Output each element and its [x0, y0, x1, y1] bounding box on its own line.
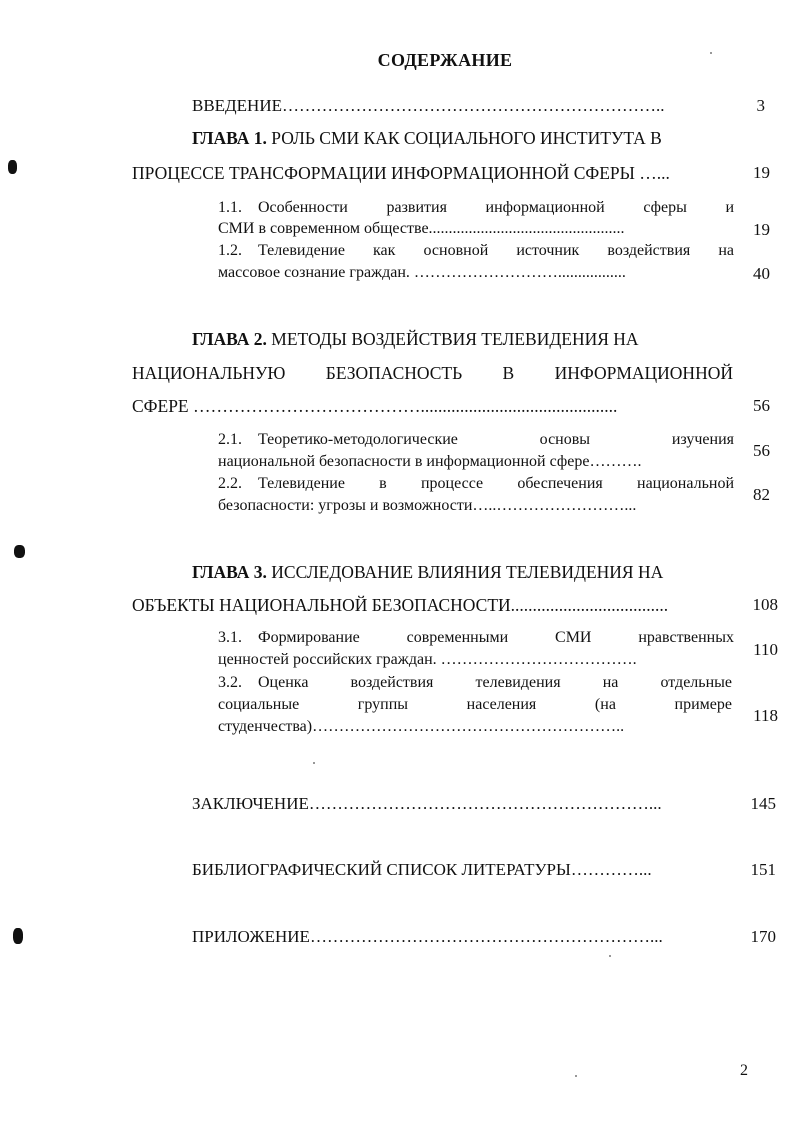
chapter-1-page: 19: [753, 163, 770, 182]
section-3-2-line-2: социальные группы населения (на примере: [218, 696, 732, 713]
section-3-1-line-2: ценностей российских граждан. ……………………………….: [218, 651, 637, 668]
chapter-2-title-line-1: МЕТОДЫ ВОЗДЕЙСТВИЯ ТЕЛЕВИДЕНИЯ НА: [266, 329, 639, 349]
hole-punch-mark-2: [14, 545, 25, 558]
chapter-2-heading: [192, 329, 733, 350]
section-3-2-line-1: 3.2. Оценка воздействия телевидения на отдельные: [218, 674, 732, 691]
scan-speck: [710, 52, 712, 54]
scan-speck: [575, 1075, 577, 1077]
section-1-1-page: 19: [753, 220, 770, 239]
chapter-2-page: 56: [753, 396, 770, 415]
scan-speck: [313, 762, 315, 764]
chapter-2-title-line-2: НАЦИОНАЛЬНУЮ БЕЗОПАСНОСТЬ В ИНФОРМАЦИОННОЙ: [132, 363, 733, 383]
toc-conclusion: ЗАКЛЮЧЕНИЕ……………………………………………………...: [192, 794, 662, 813]
chapter-2-prefix: ГЛАВА 2.: [192, 329, 267, 349]
chapter-3-title-line-1: ИССЛЕДОВАНИЕ ВЛИЯНИЯ ТЕЛЕВИДЕНИЯ НА: [266, 562, 664, 582]
section-2-1-line-2: национальной безопасности в информационной сфере……….: [218, 453, 642, 470]
toc-appendix: ПРИЛОЖЕНИЕ……………………………………………………...: [192, 927, 663, 946]
chapter-1-prefix: ГЛАВА 1.: [192, 128, 267, 148]
chapter-3-heading: [192, 562, 737, 583]
section-3-1-line-1: 3.1. Формирование современными СМИ нравственных: [218, 629, 734, 646]
toc-intro-page: 3: [756, 96, 765, 115]
toc-intro: [192, 96, 737, 116]
section-2-1-line-1: 2.1. Теоретико-методологические основы изучения: [218, 431, 734, 448]
section-1-2-line-1: 1.2. Телевидение как основной источник воздействия на: [218, 242, 734, 259]
section-1-2-line-2: массовое сознание граждан. ……………………….................: [218, 264, 626, 281]
chapter-1-heading: [192, 128, 737, 149]
toc-bibliography: БИБЛИОГРАФИЧЕСКИЙ СПИСОК ЛИТЕРАТУРЫ…………...: [192, 860, 652, 879]
section-3-2-page: 118: [753, 706, 778, 725]
chapter-3-prefix: ГЛАВА 3.: [192, 562, 267, 582]
chapter-3-page: 108: [752, 595, 778, 614]
section-3-2-line-3: студенчества)…………………………………………………..: [218, 718, 625, 735]
page-title: СОДЕРЖАНИЕ: [377, 50, 513, 70]
section-2-2-line-1: 2.2. Телевидение в процессе обеспечения национальной: [218, 475, 734, 492]
chapter-1-title-line-1: РОЛЬ СМИ КАК СОЦИАЛЬНОГО ИНСТИТУТА В: [266, 128, 662, 148]
hole-punch-mark-1: [8, 160, 17, 174]
toc-appendix-page: 170: [750, 927, 776, 946]
hole-punch-mark-3: [13, 928, 23, 944]
section-2-2-page: 82: [753, 485, 770, 504]
chapter-1-title-line-2: ПРОЦЕССЕ ТРАНСФОРМАЦИИ ИНФОРМАЦИОННОЙ СФЕРЫ …...: [132, 163, 670, 183]
section-1-2-page: 40: [753, 264, 770, 283]
section-2-2-line-2: безопасности: угрозы и возможности…..……………………...: [218, 497, 637, 514]
section-1-1-line-1: 1.1. Особенности развития информационной сферы и: [218, 199, 734, 216]
toc-bibliography-page: 151: [750, 860, 776, 879]
section-1-1-line-2: СМИ в современном обществе.................................................: [218, 220, 625, 237]
scan-speck: [609, 955, 611, 957]
section-3-1-page: 110: [753, 640, 778, 659]
chapter-2-title-line-3: СФЕРЕ ………………………………….............................................: [132, 396, 618, 416]
section-2-1-page: 56: [753, 441, 770, 460]
toc-conclusion-page: 145: [750, 794, 776, 813]
page-number: 2: [740, 1062, 748, 1079]
toc-intro-label: ВВЕДЕНИЕ…………………………………………………………..: [192, 96, 665, 115]
chapter-3-title-line-2: ОБЪЕКТЫ НАЦИОНАЛЬНОЙ БЕЗОПАСНОСТИ....................................: [132, 595, 669, 615]
